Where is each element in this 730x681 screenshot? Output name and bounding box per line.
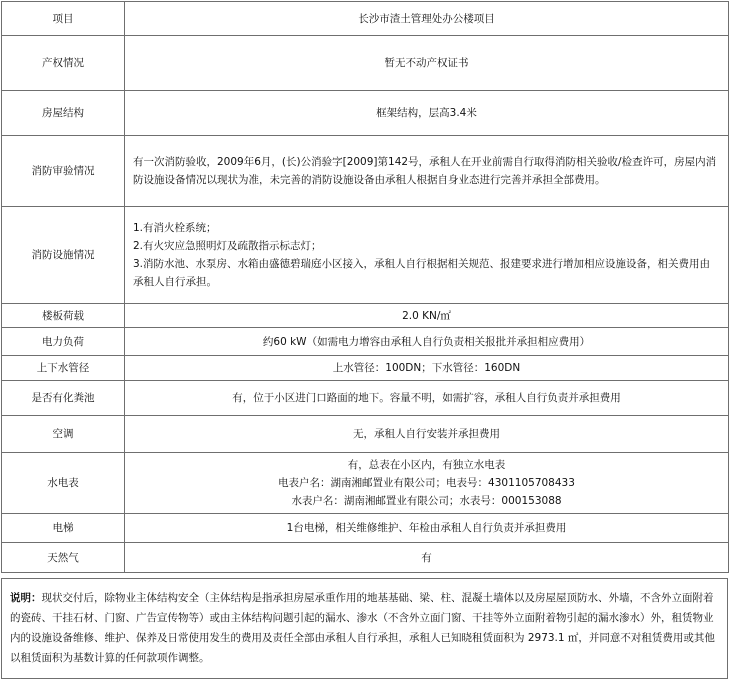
row-value-structure: 框架结构，层高3.4米 [125, 91, 729, 136]
table-row [2, 304, 729, 328]
row-value-natural-gas: 有 [125, 543, 729, 573]
row-label-natural-gas: 天然气 [2, 543, 125, 573]
row-label-structure: 房屋结构 [2, 91, 125, 136]
table-row [2, 543, 729, 573]
row-label-floor-load: 楼板荷载 [2, 304, 125, 328]
row-label-project: 项目 [2, 2, 125, 36]
row-label-fire-facilities: 消防设施情况 [2, 207, 125, 304]
row-label-elevator: 电梯 [2, 514, 125, 543]
row-value-fire-facilities [125, 207, 729, 304]
row-value-ownership: 暂无不动产权证书 [125, 36, 729, 91]
fire-facility-line: 3.消防水池、水泵房、水箱由盛德碧瑞庭小区接入，承租人自行根据相关规范、报建要求进行增加相应设施设备，相关费用由承租人自行承担。 [133, 258, 711, 288]
explanation-note [1, 578, 728, 679]
row-label-septic-tank: 是否有化粪池 [2, 381, 125, 416]
row-value-meters [125, 453, 729, 514]
table-row [2, 2, 729, 36]
table-row [2, 207, 729, 304]
table-row [2, 356, 729, 381]
table-row [2, 328, 729, 356]
meter-info-line: 水表户名：湖南湘邮置业有限公司；水表号：000153088 [291, 495, 562, 507]
row-label-meters: 水电表 [2, 453, 125, 514]
table-row [2, 453, 729, 514]
row-value-fire-inspection: 有一次消防验收，2009年6月，(长)公消验字[2009]第142号，承租人在开业前需自行取得消防相关验收/检查许可，房屋内消防设施设备情况以现状为准，未完善的消防设施设备由承租人根据自身业态进行完善并承担全部费用。 [125, 136, 729, 207]
fire-facility-line: 1.有消火栓系统； [133, 222, 217, 234]
row-value-pipe-diameter: 上水管径：100DN；下水管径：160DN [125, 356, 729, 381]
row-label-power-load: 电力负荷 [2, 328, 125, 356]
property-info-table [1, 1, 729, 573]
row-label-fire-inspection: 消防审验情况 [2, 136, 125, 207]
note-title: 说明： [10, 592, 42, 604]
table-row [2, 91, 729, 136]
meter-info-line: 有，总表在小区内，有独立水电表 [347, 459, 506, 471]
row-value-septic-tank: 有，位于小区进门口路面的地下。容量不明，如需扩容，承租人自行负责并承担费用 [125, 381, 729, 416]
row-value-project: 长沙市渣土管理处办公楼项目 [125, 2, 729, 36]
row-value-power-load: 约60 kW（如需电力增容由承租人自行负责相关报批并承担相应费用） [125, 328, 729, 356]
row-value-floor-load: 2.0 KN/㎡ [125, 304, 729, 328]
table-row [2, 514, 729, 543]
row-label-air-conditioning: 空调 [2, 416, 125, 453]
table-row [2, 416, 729, 453]
row-value-elevator: 1台电梯，相关维修维护、年检由承租人自行负责并承担费用 [125, 514, 729, 543]
table-row [2, 136, 729, 207]
table-row [2, 381, 729, 416]
note-text: 现状交付后，除物业主体结构安全（主体结构是指承担房屋承重作用的地基基础、梁、柱、混凝土墙体以及房屋屋顶防水、外墙，不含外立面附着的瓷砖、干挂石材、门窗、广告宣传物等）或由主体结构问题引起的漏水、渗水（不含外立面门窗、干挂等外立面附着物引起的漏水渗水）外，租赁物业内的设施设备维修、维护、保养及日常使用发生的费用及责任全部由承租人自行承担，承租人已知晓租赁面积为 2973.1 ㎡，并同意不对租赁费用或其他以租赁面积为基数计算的任何款项作调整。 [10, 592, 715, 664]
row-value-air-conditioning: 无，承租人自行安装并承担费用 [125, 416, 729, 453]
table-row [2, 36, 729, 91]
meter-info-line: 电表户名：湖南湘邮置业有限公司；电表号：4301105708433 [278, 477, 575, 489]
fire-facility-line: 2.有火灾应急照明灯及疏散指示标志灯； [133, 240, 322, 252]
row-label-pipe-diameter: 上下水管径 [2, 356, 125, 381]
row-label-ownership: 产权情况 [2, 36, 125, 91]
